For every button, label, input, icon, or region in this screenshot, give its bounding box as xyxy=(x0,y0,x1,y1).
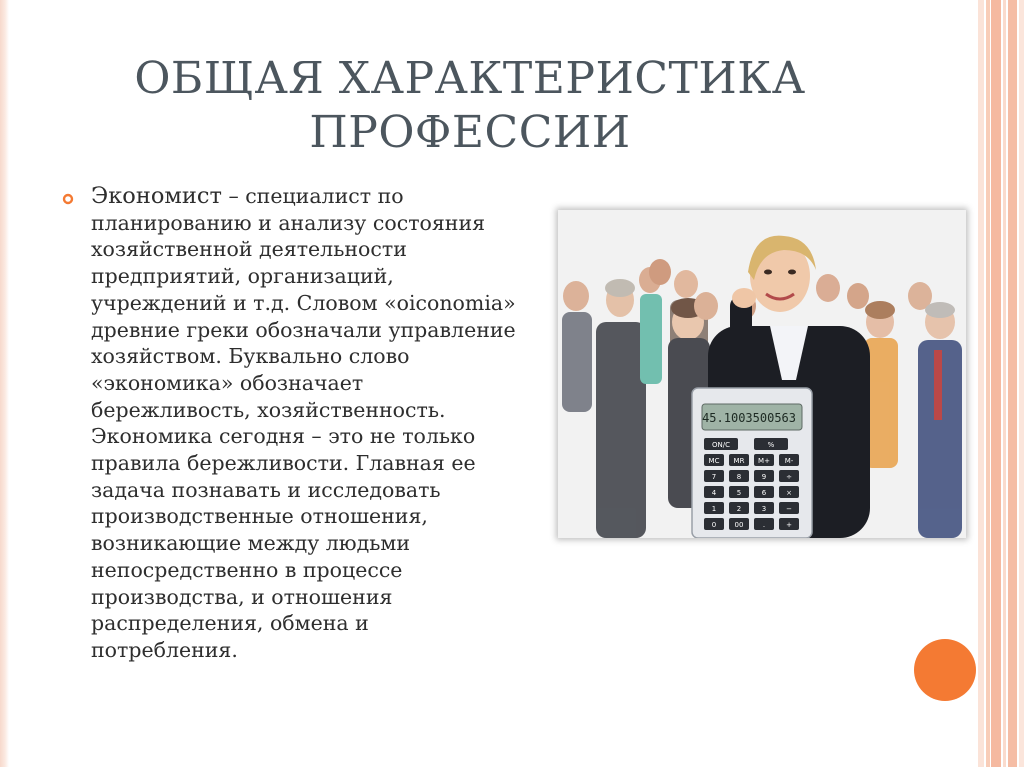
left-border-decoration xyxy=(0,0,9,767)
calculator-display: 45.1003500563 xyxy=(702,411,796,425)
body-paragraph xyxy=(91,183,521,664)
term-economist: Экономист xyxy=(91,183,222,209)
calculator-key-label: . xyxy=(762,521,766,529)
calculator-key-label: % xyxy=(767,441,775,449)
calculator-key-label: 00 xyxy=(734,521,744,529)
calculator-key-label: 1 xyxy=(711,505,717,513)
calculator-key-label: M- xyxy=(784,457,794,465)
calculator-key-label: 2 xyxy=(736,505,742,513)
calculator-key-label: 9 xyxy=(761,473,767,481)
right-stripes-decoration xyxy=(978,0,1024,767)
body-definition: – специалист по планированию и анализу состояния хозяйственной деятельности предприятий, организаций, учреждений и т.д. Словом «oiconomia» древние греки обозначали управление хозяйством. Буквально слово «экономика» обозначает бережливость, хозяйственность. Экономика сегодня – это не только правила бережливости. Главная ее задача познавать и исследовать производственные отношения, возникающие между людьми непосредственно в процессе производства, и отношения распределения, обмена и потребления. xyxy=(91,184,516,662)
calculator-key-label: 3 xyxy=(761,505,767,513)
photo-economist-with-calculator xyxy=(558,210,966,538)
calculator-key-label: 6 xyxy=(761,489,767,497)
title-line-1: ОБЩАЯ ХАРАКТЕРИСТИКА xyxy=(134,53,806,104)
calculator-key-label: + xyxy=(786,521,792,529)
calculator-key-label: ÷ xyxy=(786,473,792,481)
calculator-key-label: 5 xyxy=(736,489,742,497)
calculator-key-label: − xyxy=(786,505,792,513)
calculator-key-label: 4 xyxy=(711,489,717,497)
calculator-key-label: 0 xyxy=(711,521,717,529)
bullet-ring-icon xyxy=(62,193,74,205)
orange-circle-decoration xyxy=(914,639,976,701)
calculator-key-label: ON/C xyxy=(712,441,730,449)
calculator-key-label: 7 xyxy=(711,473,717,481)
calculator-key-label: 8 xyxy=(736,473,742,481)
title-line-2: ПРОФЕССИИ xyxy=(309,107,631,158)
calculator-key-label: M+ xyxy=(758,457,770,465)
calculator-key-label: × xyxy=(786,489,792,497)
calculator-key-label: MC xyxy=(708,457,720,465)
calculator-key-label: MR xyxy=(733,457,745,465)
slide-title xyxy=(110,52,830,160)
calculator-icon xyxy=(692,388,812,538)
